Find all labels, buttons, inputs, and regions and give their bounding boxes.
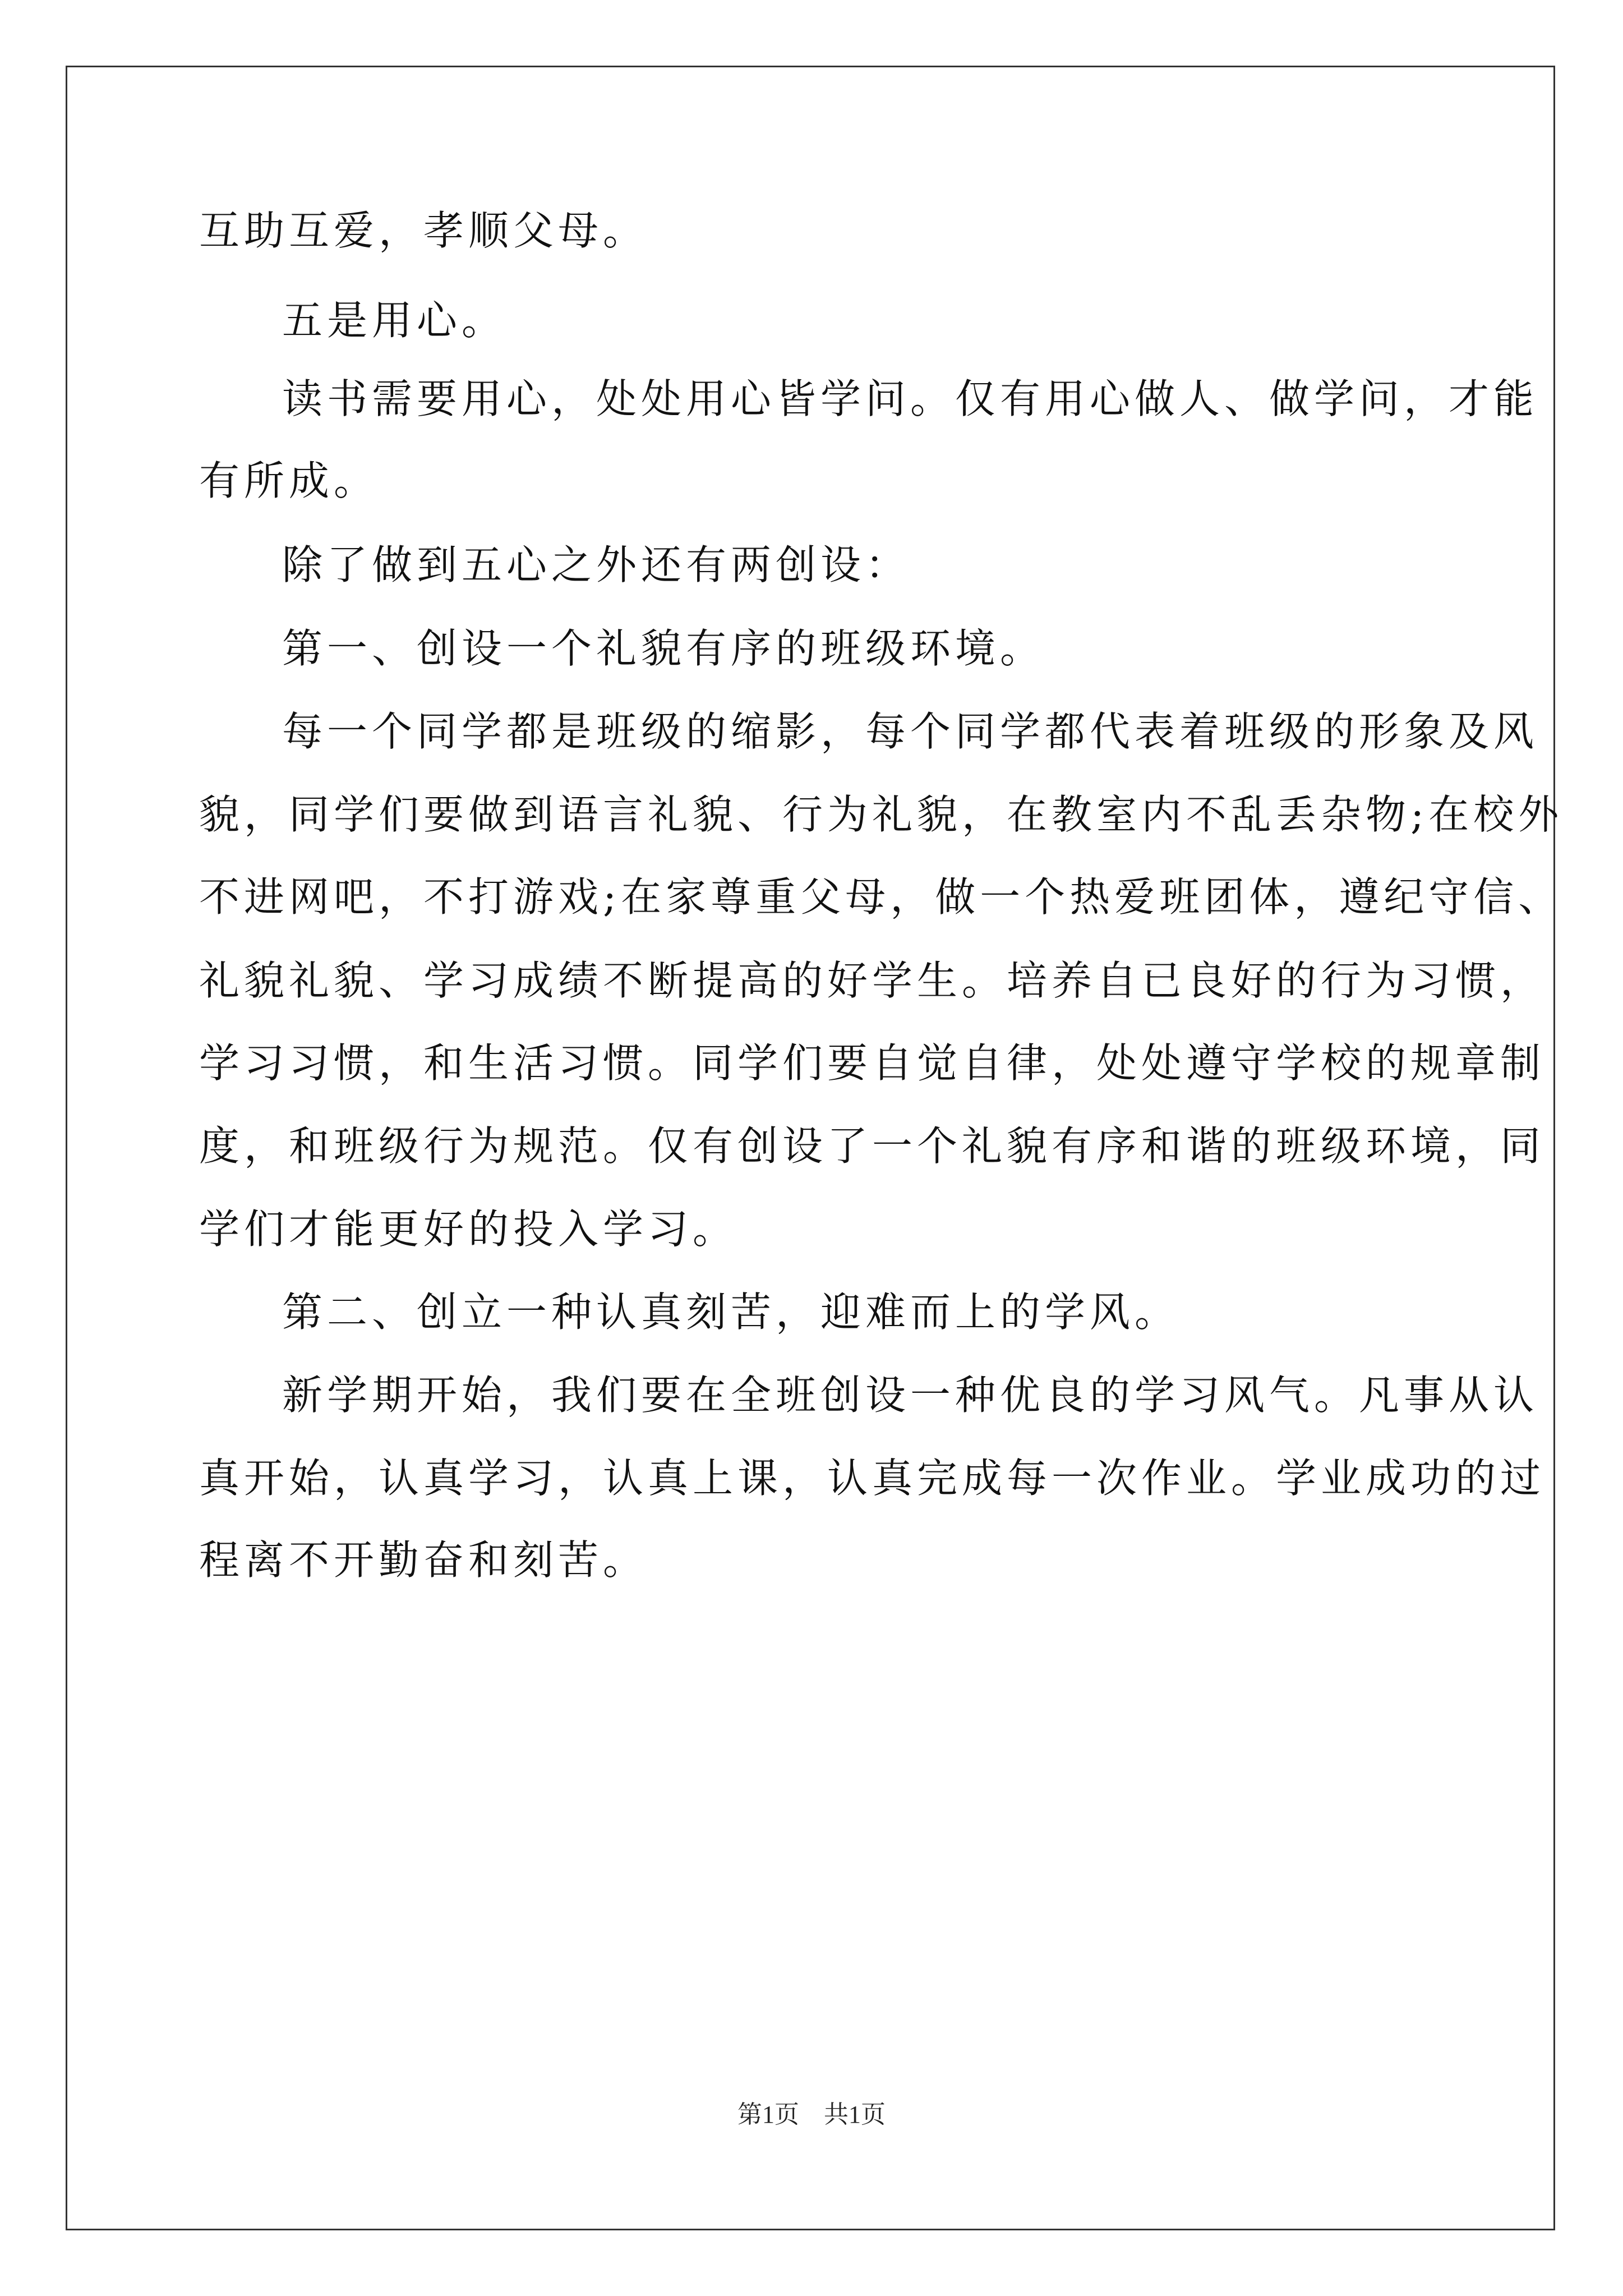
- text-line: 学们才能更好的投入学习。: [199, 1205, 738, 1253]
- text-line: 有所成。: [199, 457, 379, 504]
- text-line: 礼貌礼貌、学习成绩不断提高的好学生。培养自已良好的行为习惯，: [199, 957, 1546, 1004]
- text-line: 每一个同学都是班级的缩影，每个同学都代表着班级的形象及风: [282, 708, 1539, 755]
- page-number: 第1页 共1页: [737, 2101, 886, 2128]
- text-line: 新学期开始，我们要在全班创设一种优良的学习风气。凡事从认: [282, 1372, 1539, 1419]
- text-line: 程离不开勤奋和刻苦。: [199, 1536, 648, 1584]
- text-line: 五是用心。: [282, 297, 507, 344]
- text-line: 度，和班级行为规范。仅有创设了一个礼貌有序和谐的班级环境，同: [199, 1122, 1546, 1170]
- text-line: 互助互爱，孝顺父母。: [199, 207, 648, 254]
- text-line: 除了做到五心之外还有两创设：: [282, 541, 911, 588]
- text-line: 读书需要用心，处处用心皆学问。仅有用心做人、做学问，才能: [282, 375, 1539, 422]
- text-line: 貌，同学们要做到语言礼貌、行为礼貌，在教室内不乱丢杂物;在校外: [199, 791, 1564, 838]
- text-line: 第二、创立一种认真刻苦，迎难而上的学风。: [282, 1289, 1180, 1336]
- text-line: 不进网吧，不打游戏;在家尊重父母，做一个热爱班团体，遵纪守信、: [199, 873, 1564, 921]
- text-line: 第一、创设一个礼貌有序的班级环境。: [282, 625, 1045, 672]
- text-line: 学习习惯，和生活习惯。同学们要自觉自律，处处遵守学校的规章制: [199, 1039, 1546, 1087]
- text-line: 真开始，认真学习，认真上课，认真完成每一次作业。学业成功的过: [199, 1455, 1546, 1502]
